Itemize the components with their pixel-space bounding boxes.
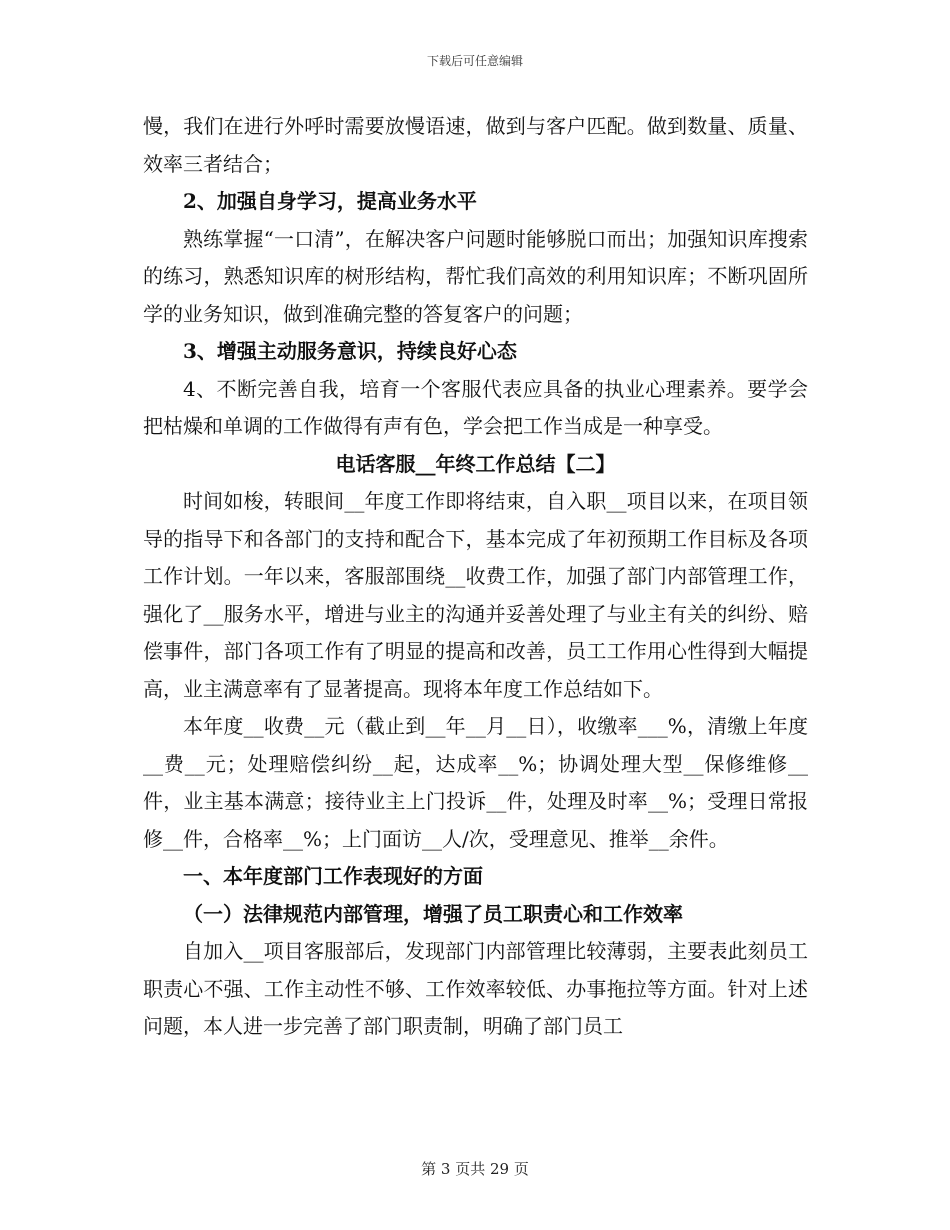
paragraph: 时间如梭，转眼间__年度工作即将结束，自入职__项目以来，在项目领导的指导下和各部门的支持和配合下，基本完成了年初预期工作目标及各项工作计划。一年以来，客服部围绕__收费工作，加强了部门内部管理工作，强化了__服务水平，增进与业主的沟通并妥善处理了与业主有关的纠纷、赔偿事件，部门各项工作有了明显的提高和改善，员工工作用心性得到大幅提高，业主满意率有了显著提高。现将本年度工作总结如下。 [143,489,808,701]
document-body [143,108,808,1046]
paragraph: 本年度__收费__元（截止到__年__月__日），收缴率___%，清缴上年度__费__元；处理赔偿纠纷__起，达成率__%；协调处理大型__保修维修__件，业主基本满意；接待业主上门投诉__件，处理及时率__%；受理日常报修__件，合格率__%；上门面访__人/次，受理意见、推举__余件。 [143,714,808,851]
section-heading: 2、加强自身学习，提高业务水平 [183,189,477,213]
section-heading: 一、本年度部门工作表现好的方面 [183,864,483,888]
page-footer: 第 3 页共 29 页 [421,1160,529,1178]
section-heading: 3、增强主动服务意识，持续良好心态 [183,339,517,363]
paragraph: 慢，我们在进行外呼时需要放慢语速，做到与客户匹配。做到数量、质量、效率三者结合； [143,114,808,176]
document-title: 电话客服__年终工作总结【二】 [335,451,616,476]
page-header: 下载后可任意编辑 [426,54,523,68]
paragraph: 熟练掌握“一口清”，在解决客户问题时能够脱口而出；加强知识库搜索的练习，熟悉知识库的树形结构，帮忙我们高效的利用知识库；不断巩固所学的业务知识，做到准确完整的答复客户的问题； [143,226,808,326]
paragraph: 4、不断完善自我，培育一个客服代表应具备的执业心理素养。要学会把枯燥和单调的工作做得有声有色，学会把工作当成是一种享受。 [143,376,808,438]
subsection-heading: （一）法律规范内部管理，增强了员工职责心和工作效率 [183,901,683,926]
paragraph: 自加入__项目客服部后，发现部门内部管理比较薄弱，主要表此刻员工职责心不强、工作主动性不够、工作效率较低、办事拖拉等方面。针对上述问题，本人进一步完善了部门职责制，明确了部门员工 [143,939,808,1038]
